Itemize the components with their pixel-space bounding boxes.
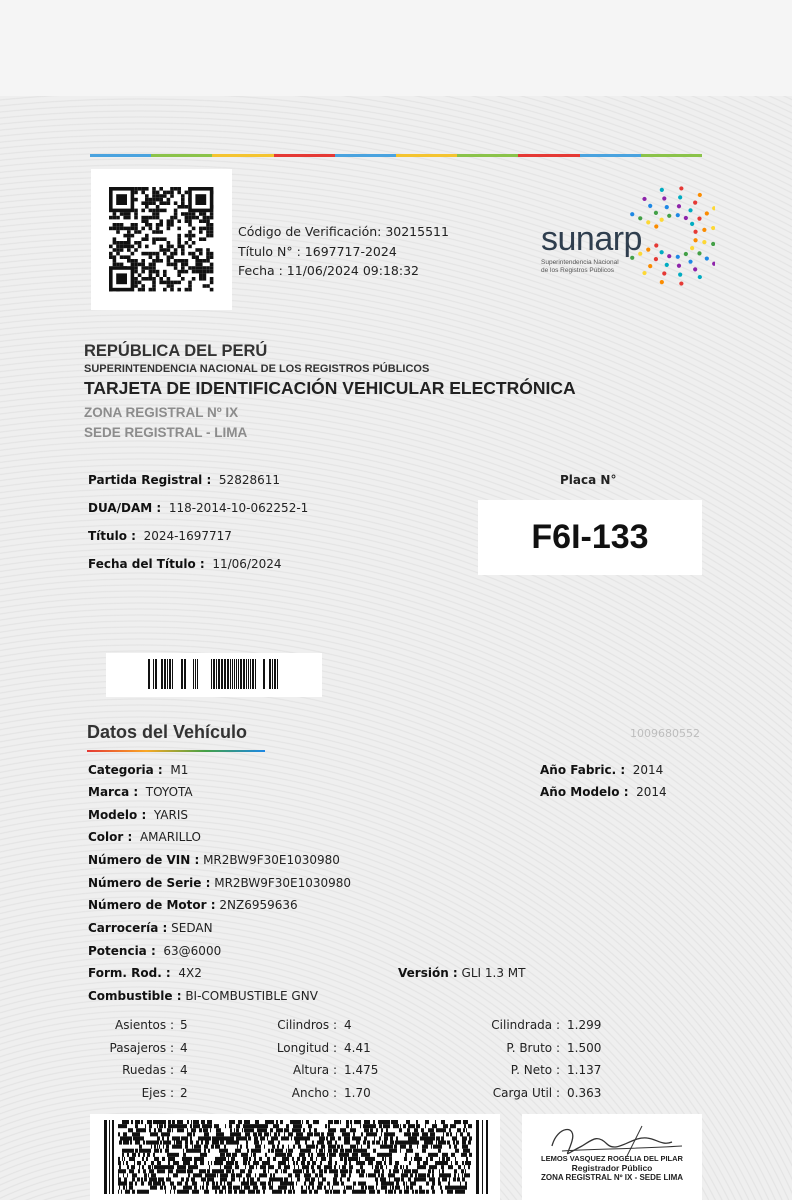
modelo-row [88, 808, 188, 822]
pdf417-barcode [90, 1114, 500, 1200]
carroceria-row [88, 921, 213, 935]
asientos-label: Asientos : [115, 1018, 174, 1032]
dua-row [88, 501, 308, 515]
document-title: TARJETA DE IDENTIFICACIÓN VEHICULAR ELECTRÓNICA [84, 378, 576, 398]
combustible-value: BI-COMBUSTIBLE GNV [185, 989, 318, 1003]
logo-subtitle [541, 259, 651, 275]
cilindrada-value: 1.299 [567, 1018, 602, 1032]
combustible-row [88, 989, 318, 1003]
categoria-label: Categoria : [88, 763, 163, 777]
verification-title: Título N° : 1697717-2024 [238, 243, 397, 259]
marca-row [88, 785, 193, 799]
modelo-value: YARIS [153, 808, 188, 822]
version-row [398, 966, 525, 980]
sunarp-logo [535, 186, 715, 286]
logo-word: sunarp [541, 220, 642, 258]
pdf417-barcode-icon [90, 1114, 500, 1200]
marca-value: TOYOTA [145, 785, 193, 799]
ruedas-value: 4 [180, 1063, 188, 1077]
fecha-titulo-value: 11/06/2024 [212, 557, 282, 571]
categoria-row [88, 763, 188, 777]
verification-code: Código de Verificación: 30215511 [238, 224, 449, 239]
signer-name: LEMOS VASQUEZ ROGELIA DEL PILAR [541, 1154, 683, 1163]
placa-value: F6I-133 [531, 518, 649, 556]
titulo-row [88, 529, 232, 543]
carroceria-label: Carrocería : [88, 921, 168, 935]
verification-block [238, 222, 449, 281]
anio-fabric-row [540, 763, 663, 777]
color-label: Color : [88, 830, 133, 844]
anio-fabric-label: Año Fabric. : [540, 763, 626, 777]
vin-row [88, 853, 340, 867]
version-label: Versión : [398, 966, 458, 980]
vehicle-id-card [0, 96, 792, 1200]
marca-label: Marca : [88, 785, 139, 799]
serie-value: MR2BW9F30E1030980 [214, 876, 352, 890]
datos-vehiculo-heading: Datos del Vehículo [87, 722, 248, 742]
ruedas-label: Ruedas : [122, 1063, 174, 1077]
anio-modelo-label: Año Modelo : [540, 785, 629, 799]
longitud-label: Longitud : [276, 1041, 337, 1055]
combustible-label: Combustible : [88, 989, 182, 1003]
formrod-value: 4X2 [178, 966, 202, 980]
signature-block [522, 1114, 702, 1200]
verification-date: Fecha : 11/06/2024 09:18:32 [238, 263, 419, 278]
document-number: 1009680552 [630, 727, 700, 740]
carga-value: 0.363 [567, 1086, 602, 1100]
top-margin [0, 0, 792, 96]
motor-label: Número de Motor : [88, 898, 216, 912]
partida-row [88, 473, 280, 487]
formrod-label: Form. Rod. : [88, 966, 171, 980]
motor-value: 2NZ6959636 [219, 898, 298, 912]
carroceria-value: SEDAN [171, 921, 213, 935]
pneto-label: P. Neto : [510, 1063, 560, 1077]
potencia-value: 63@6000 [163, 944, 222, 958]
asientos-value: 5 [180, 1018, 188, 1032]
ancho-value: 1.70 [344, 1086, 371, 1100]
modelo-label: Modelo : [88, 808, 147, 822]
motor-row [88, 898, 298, 912]
version-value: GLI 1.3 MT [461, 966, 526, 980]
agency-heading: SUPERINTENDENCIA NACIONAL DE LOS REGISTROS PÚBLICOS [84, 363, 430, 375]
country-heading: REPÚBLICA DEL PERÚ [84, 342, 268, 360]
partida-label: Partida Registral : [88, 473, 212, 487]
serie-label: Número de Serie : [88, 876, 211, 890]
ejes-value: 2 [180, 1086, 188, 1100]
color-value: AMARILLO [139, 830, 201, 844]
fecha-titulo-label: Fecha del Título : [88, 557, 205, 571]
ejes-label: Ejes : [141, 1086, 174, 1100]
ancho-label: Ancho : [291, 1086, 337, 1100]
sede-registral: SEDE REGISTRAL - LIMA [84, 425, 248, 440]
pbruto-label: P. Bruto : [506, 1041, 560, 1055]
longitud-value: 4.41 [344, 1041, 371, 1055]
cilindros-value: 4 [344, 1018, 352, 1032]
titulo-label: Título : [88, 529, 136, 543]
placa-label: Placa N° [560, 473, 617, 487]
partida-value: 52828611 [218, 473, 280, 487]
logo-sub1: Superintendencia Nacional [541, 259, 619, 266]
potencia-label: Potencia : [88, 944, 156, 958]
color-stripe [90, 154, 702, 157]
qr-code [91, 169, 232, 310]
pasajeros-label: Pasajeros : [109, 1041, 174, 1055]
logo-sub2: de los Registros Públicos [541, 267, 614, 274]
signer-zona: ZONA REGISTRAL Nº IX - SEDE LIMA [540, 1173, 684, 1182]
pneto-value: 1.137 [567, 1063, 602, 1077]
barcode-icon [106, 653, 322, 697]
placa-box [478, 500, 702, 575]
barcode-small [106, 653, 322, 697]
pbruto-value: 1.500 [567, 1041, 602, 1055]
dua-value: 118-2014-10-062252-1 [168, 501, 309, 515]
signer-role: Registrador Público [571, 1163, 653, 1173]
categoria-value: M1 [170, 763, 189, 777]
anio-modelo-value: 2014 [636, 785, 667, 799]
carga-label: Carga Util : [492, 1086, 560, 1100]
altura-label: Altura : [293, 1063, 337, 1077]
anio-fabric-value: 2014 [632, 763, 664, 777]
formrod-row [88, 966, 202, 980]
vin-label: Número de VIN : [88, 853, 200, 867]
altura-value: 1.475 [344, 1063, 379, 1077]
zona-registral: ZONA REGISTRAL Nº IX [84, 405, 239, 420]
pasajeros-value: 4 [180, 1041, 188, 1055]
zona-sede [84, 403, 247, 443]
cilindrada-label: Cilindrada : [491, 1018, 560, 1032]
serie-row [88, 876, 351, 890]
dua-label: DUA/DAM : [88, 501, 162, 515]
color-row [88, 830, 201, 844]
qr-code-icon [91, 169, 232, 310]
titulo-value: 2024-1697717 [143, 529, 232, 543]
fecha-titulo-row [88, 557, 282, 571]
vin-value: MR2BW9F30E1030980 [203, 853, 340, 867]
datos-underline [87, 750, 265, 752]
anio-modelo-row [540, 785, 667, 799]
cilindros-label: Cilindros : [277, 1018, 337, 1032]
potencia-row [88, 944, 221, 958]
